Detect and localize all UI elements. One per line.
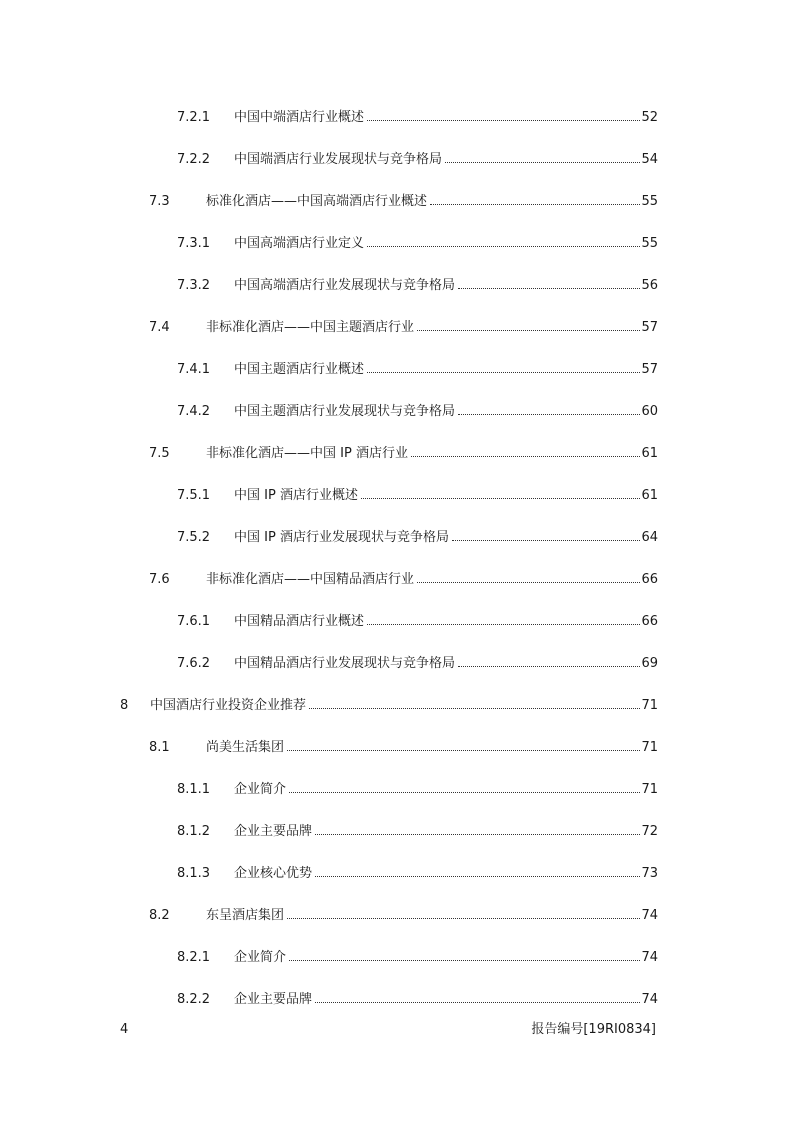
toc-entry-title: 非标准化酒店——中国主题酒店行业: [206, 320, 415, 335]
toc-entry-page: 54: [641, 152, 658, 167]
toc-entry[interactable]: [149, 191, 658, 213]
toc-entry-title: 中国主题酒店行业概述: [234, 362, 365, 377]
toc-entry-page: 57: [641, 320, 658, 335]
toc-entry[interactable]: [177, 401, 658, 423]
toc-entry[interactable]: [177, 233, 658, 255]
toc-entry[interactable]: [177, 779, 658, 801]
toc-entry-number: 7.6.2: [177, 656, 211, 671]
toc-entry-title: 企业主要品牌: [234, 992, 313, 1007]
toc-entry-number: 7.5.1: [177, 488, 211, 503]
toc-entry[interactable]: [149, 737, 658, 759]
toc-dot-leader: [289, 959, 640, 961]
toc-entry-page: 71: [641, 698, 658, 713]
toc-entry-number: 8.2.2: [177, 992, 211, 1007]
toc-entry-title: 企业核心优势: [234, 866, 313, 881]
footer-report-code: 报告编号[19RI0834]: [531, 1022, 656, 1037]
toc-entry-page: 55: [641, 194, 658, 209]
toc-entry-page: 72: [641, 824, 658, 839]
toc-entry-title: 中国精品酒店行业概述: [234, 614, 365, 629]
toc-entry-number: 8.1: [149, 740, 170, 755]
toc-dot-leader: [430, 203, 640, 205]
toc-dot-leader: [287, 917, 640, 919]
toc-entry-title: 中国高端酒店行业定义: [234, 236, 365, 251]
toc-entry-number: 7.6.1: [177, 614, 211, 629]
toc-dot-leader: [367, 119, 640, 121]
toc-dot-leader: [287, 749, 640, 751]
toc-entry-title: 中国主题酒店行业发展现状与竞争格局: [234, 404, 456, 419]
toc-dot-leader: [315, 833, 640, 835]
toc-entry-number: 8: [120, 698, 129, 713]
toc-dot-leader: [315, 1001, 640, 1003]
toc-entry-number: 8.1.2: [177, 824, 211, 839]
toc-entry-number: 7.3.2: [177, 278, 211, 293]
toc-entry[interactable]: [177, 989, 658, 1011]
toc-entry-title: 非标准化酒店——中国 IP 酒店行业: [206, 446, 408, 461]
toc-entry-page: 52: [641, 110, 658, 125]
toc-entry-number: 7.2.1: [177, 110, 211, 125]
toc-entry-title: 非标准化酒店——中国精品酒店行业: [206, 572, 415, 587]
toc-entry-title: 企业简介: [234, 782, 287, 797]
toc-entry-title: 企业简介: [234, 950, 287, 965]
toc-entry-page: 74: [641, 908, 658, 923]
toc-entry-page: 71: [641, 782, 658, 797]
toc-entry-number: 7.5.2: [177, 530, 211, 545]
toc-entry-number: 8.2.1: [177, 950, 211, 965]
toc-entry-page: 71: [641, 740, 658, 755]
toc-entry-page: 64: [641, 530, 658, 545]
toc-entry[interactable]: [120, 695, 658, 717]
toc-entry[interactable]: [149, 443, 658, 465]
toc-entry-page: 61: [641, 446, 658, 461]
toc-entry-number: 7.2.2: [177, 152, 211, 167]
toc-entry-number: 8.1.3: [177, 866, 211, 881]
toc-entry-page: 60: [641, 404, 658, 419]
toc-entry-page: 74: [641, 992, 658, 1007]
toc-entry-number: 7.6: [149, 572, 170, 587]
toc-dot-leader: [458, 287, 640, 289]
toc-entry-title: 中国酒店行业投资企业推荐: [150, 698, 307, 713]
toc-entry-title: 中国 IP 酒店行业发展现状与竞争格局: [234, 530, 449, 545]
toc-entry-title: 企业主要品牌: [234, 824, 313, 839]
toc-entry[interactable]: [149, 317, 658, 339]
toc-dot-leader: [309, 707, 640, 709]
toc-entry-number: 7.4.1: [177, 362, 211, 377]
toc-entry[interactable]: [177, 527, 658, 549]
toc-entry-title: 尚美生活集团: [206, 740, 285, 755]
toc-entry[interactable]: [177, 611, 658, 633]
toc-entry-page: 56: [641, 278, 658, 293]
toc-entry-title: 东呈酒店集团: [206, 908, 285, 923]
toc-entry-title: 中国精品酒店行业发展现状与竞争格局: [234, 656, 456, 671]
toc-dot-leader: [411, 455, 641, 457]
toc-dot-leader: [367, 371, 640, 373]
toc-entry-number: 7.3.1: [177, 236, 211, 251]
toc-entry-number: 7.3: [149, 194, 170, 209]
toc-entry[interactable]: [177, 275, 658, 297]
toc-entry-title: 中国高端酒店行业发展现状与竞争格局: [234, 278, 456, 293]
toc-dot-leader: [289, 791, 640, 793]
toc-entry-number: 7.4: [149, 320, 170, 335]
footer-page-number: 4: [120, 1022, 129, 1037]
toc-entry-page: 74: [641, 950, 658, 965]
toc-dot-leader: [458, 665, 640, 667]
toc-entry-number: 8.1.1: [177, 782, 211, 797]
toc-entry-page: 69: [641, 656, 658, 671]
toc-entry-number: 8.2: [149, 908, 170, 923]
toc-entry-title: 中国 IP 酒店行业概述: [234, 488, 358, 503]
toc-dot-leader: [361, 497, 641, 499]
toc-entry-page: 57: [641, 362, 658, 377]
toc-entry-page: 66: [641, 614, 658, 629]
toc-entry-page: 61: [641, 488, 658, 503]
toc-dot-leader: [367, 245, 640, 247]
toc-entry-page: 55: [641, 236, 658, 251]
toc-entry[interactable]: [149, 569, 658, 591]
toc-entry-page: 73: [641, 866, 658, 881]
toc-entry-title: 中国端酒店行业发展现状与竞争格局: [234, 152, 443, 167]
toc-entry[interactable]: [177, 947, 658, 969]
toc-entry[interactable]: [177, 485, 658, 507]
toc-entry-number: 7.5: [149, 446, 170, 461]
toc-entry-title: 中国中端酒店行业概述: [234, 110, 365, 125]
toc-dot-leader: [458, 413, 640, 415]
toc-entry[interactable]: [177, 359, 658, 381]
toc-dot-leader: [445, 161, 640, 163]
toc-dot-leader: [417, 329, 640, 331]
toc-dot-leader: [452, 539, 641, 541]
toc-entry[interactable]: [177, 107, 658, 129]
toc-entry-number: 7.4.2: [177, 404, 211, 419]
toc-entry[interactable]: [177, 653, 658, 675]
toc-entry-title: 标准化酒店——中国高端酒店行业概述: [206, 194, 428, 209]
toc-entry[interactable]: [177, 149, 658, 171]
toc-entry[interactable]: [177, 863, 658, 885]
toc-dot-leader: [315, 875, 640, 877]
toc-entry-page: 66: [641, 572, 658, 587]
toc-dot-leader: [417, 581, 640, 583]
toc-dot-leader: [367, 623, 640, 625]
toc-entry[interactable]: [149, 905, 658, 927]
toc-entry[interactable]: [177, 821, 658, 843]
